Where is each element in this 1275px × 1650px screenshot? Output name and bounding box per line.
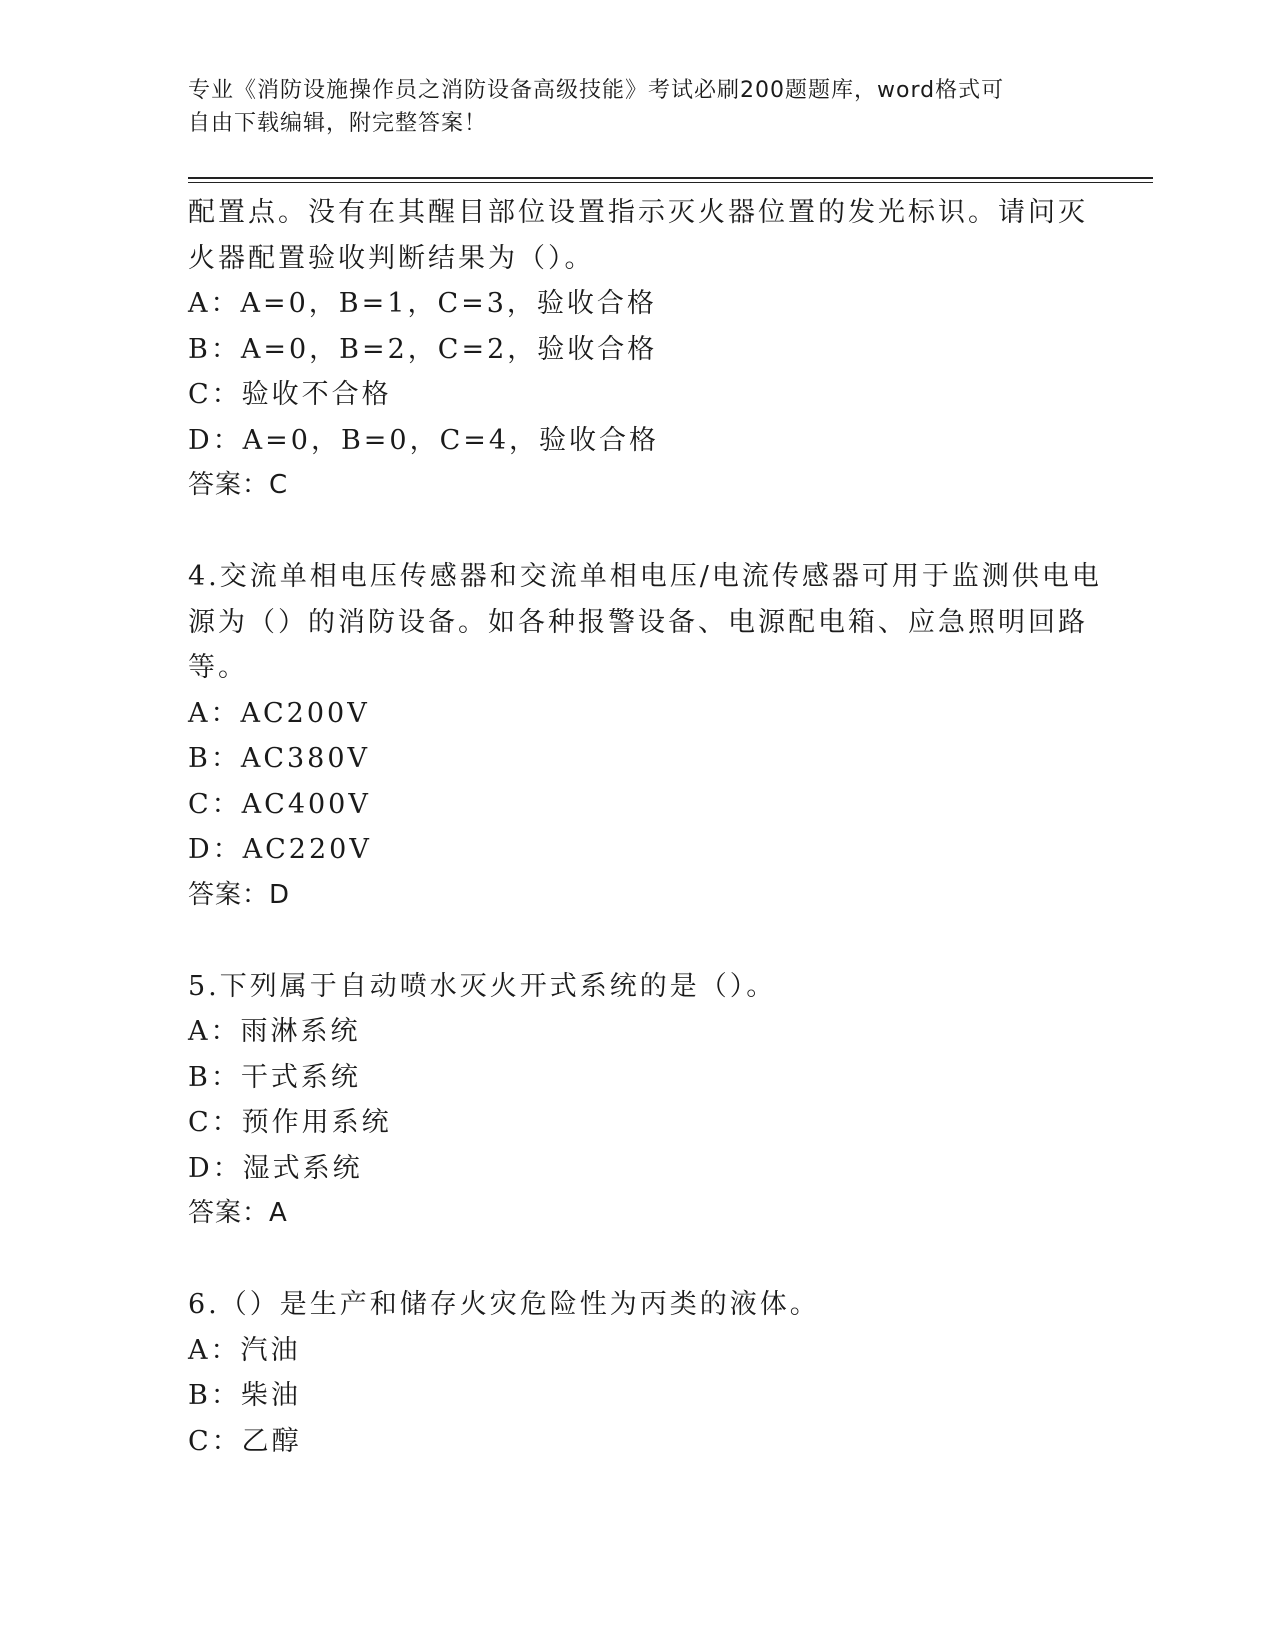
answer-line: 答案：D	[188, 879, 291, 910]
question-6	[188, 1282, 1088, 1464]
answer-line: 答案：A	[188, 1198, 288, 1228]
spacer	[188, 918, 1088, 964]
option-a: A：A=0，B=1，C=3，验收合格	[188, 288, 657, 319]
header-rule-thick	[188, 177, 1153, 179]
document-body	[188, 190, 1102, 1464]
question-4	[188, 554, 1102, 918]
question-text-line: 4.交流单相电压传感器和交流单相电压/电流传感器可用于监测供电电	[188, 561, 1102, 592]
option-d: D：湿式系统	[188, 1152, 363, 1184]
option-c: C：预作用系统	[188, 1107, 392, 1138]
option-c: C：AC400V	[188, 788, 371, 820]
option-b: B：干式系统	[188, 1061, 361, 1093]
option-b: B：A=0，B=2，C=2，验收合格	[188, 333, 658, 365]
option-c: C：验收不合格	[188, 379, 392, 410]
header-line-2: 自由下载编辑，附完整答案！	[188, 111, 488, 136]
option-a: A：汽油	[188, 1334, 301, 1366]
question-text-line: 源为（）的消防设备。如各种报警设备、电源配电箱、应急照明回路	[188, 606, 1088, 638]
question-text-line: 等。	[188, 652, 248, 683]
page-header	[188, 74, 1068, 140]
question-text-line: 5.下列属于自动喷水灭火开式系统的是（）。	[188, 970, 777, 1002]
header-line-1: 专业《消防设施操作员之消防设备高级技能》考试必刷200题题库，word格式可	[188, 78, 1005, 103]
spacer	[188, 1237, 1088, 1283]
option-c: C：乙醇	[188, 1425, 302, 1457]
question-text-line: 火器配置验收判断结果为（）。	[188, 242, 595, 274]
option-d: D：AC220V	[188, 834, 372, 865]
option-a: A：雨淋系统	[188, 1016, 361, 1047]
answer-line: 答案：C	[188, 470, 289, 500]
option-d: D：A=0，B=0，C=4，验收合格	[188, 424, 660, 456]
question-text-line: 6.（）是生产和储存火灾危险性为丙类的液体。	[188, 1289, 820, 1320]
header-rule-thin	[188, 182, 1153, 183]
option-b: B：柴油	[188, 1380, 301, 1411]
question-5	[188, 964, 1088, 1237]
option-b: B：AC380V	[188, 743, 371, 774]
question-3-continuation	[188, 190, 1088, 509]
spacer	[188, 509, 1088, 555]
option-a: A：AC200V	[188, 697, 370, 729]
question-text-line: 配置点。没有在其醒目部位设置指示灭火器位置的发光标识。请问灭	[188, 197, 1088, 228]
